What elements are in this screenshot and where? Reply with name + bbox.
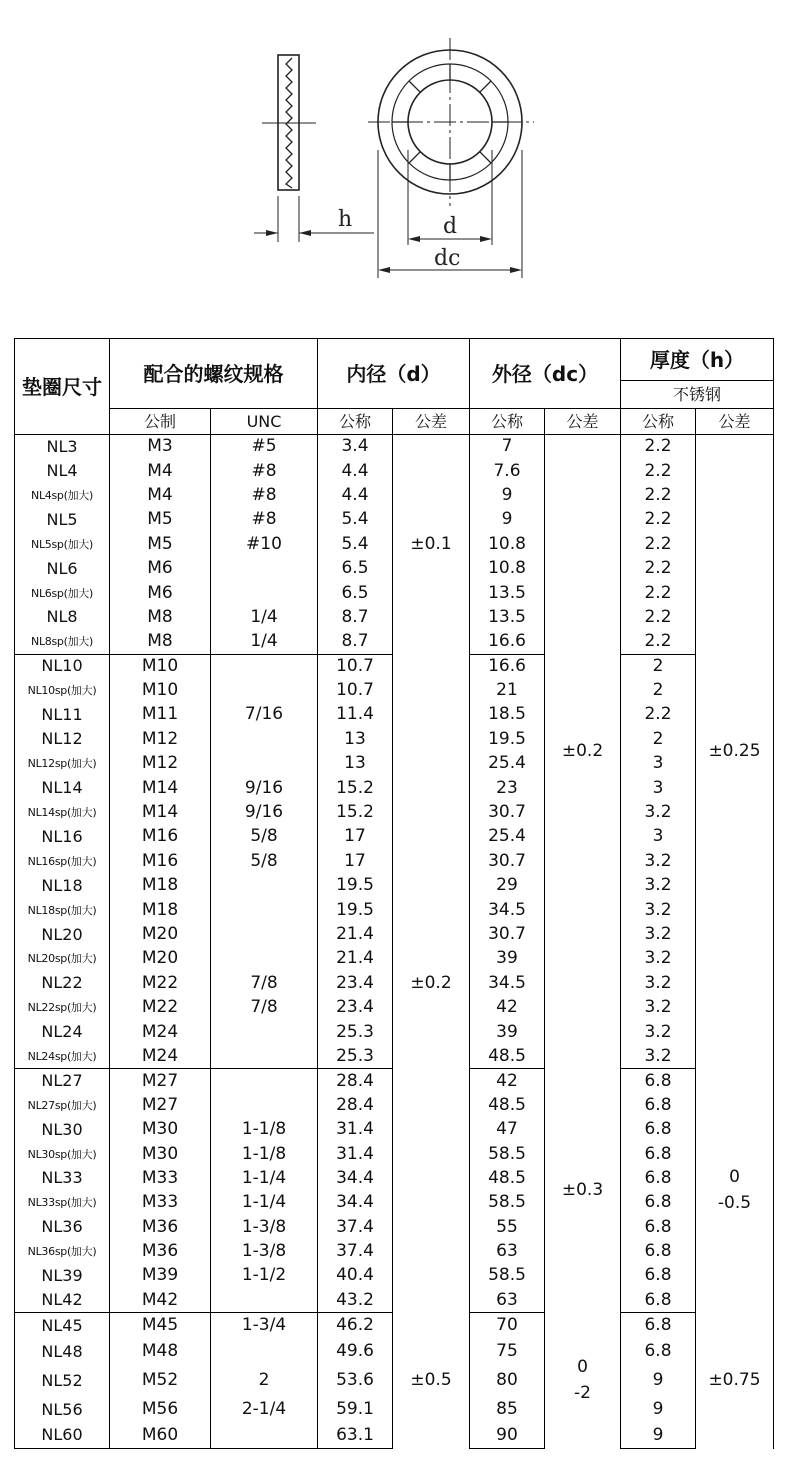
thickness-nominal-cell: 2 bbox=[621, 727, 696, 751]
thickness-nominal-cell: 9 bbox=[621, 1397, 696, 1423]
size-cell: NL16sp(加大) bbox=[15, 849, 110, 873]
size-cell: NL48 bbox=[15, 1339, 110, 1365]
inner-nominal-cell: 13 bbox=[318, 752, 393, 776]
metric-thread-cell: M36 bbox=[110, 1215, 211, 1239]
outer-nominal-cell: 21 bbox=[470, 678, 545, 702]
thickness-tolerance-cell: ±0.25 bbox=[696, 435, 774, 1069]
inner-nominal-cell: 4.4 bbox=[318, 483, 393, 507]
metric-thread-cell: M18 bbox=[110, 874, 211, 898]
thickness-nominal-cell: 6.8 bbox=[621, 1288, 696, 1312]
outer-nominal-cell: 30.7 bbox=[470, 922, 545, 946]
outer-nominal-cell: 39 bbox=[470, 947, 545, 971]
metric-thread-cell: M16 bbox=[110, 825, 211, 849]
unc-thread-cell bbox=[211, 654, 318, 678]
inner-nominal-cell: 37.4 bbox=[318, 1239, 393, 1263]
size-cell: NL36sp(加大) bbox=[15, 1239, 110, 1263]
unc-thread-cell: 1-1/8 bbox=[211, 1117, 318, 1141]
inner-nominal-cell: 31.4 bbox=[318, 1142, 393, 1166]
thickness-nominal-cell: 3 bbox=[621, 776, 696, 800]
inner-nominal-cell: 19.5 bbox=[318, 874, 393, 898]
thickness-nominal-cell: 2.2 bbox=[621, 532, 696, 556]
header-outer-tolerance: 公差 bbox=[545, 409, 621, 435]
inner-nominal-cell: 21.4 bbox=[318, 947, 393, 971]
unc-thread-cell bbox=[211, 922, 318, 946]
unc-thread-cell bbox=[211, 898, 318, 922]
outer-nominal-cell: 42 bbox=[470, 995, 545, 1019]
thickness-tolerance-cell: ±0.75 bbox=[696, 1313, 774, 1449]
thickness-nominal-cell: 3.2 bbox=[621, 800, 696, 824]
metric-thread-cell: M3 bbox=[110, 435, 211, 459]
inner-nominal-cell: 4.4 bbox=[318, 459, 393, 483]
metric-thread-cell: M6 bbox=[110, 556, 211, 580]
outer-nominal-cell: 10.8 bbox=[470, 556, 545, 580]
inner-nominal-cell: 28.4 bbox=[318, 1069, 393, 1093]
inner-nominal-cell: 34.4 bbox=[318, 1191, 393, 1215]
outer-nominal-cell: 34.5 bbox=[470, 898, 545, 922]
metric-thread-cell: M4 bbox=[110, 483, 211, 507]
inner-nominal-cell: 23.4 bbox=[318, 971, 393, 995]
thickness-nominal-cell: 2.2 bbox=[621, 483, 696, 507]
inner-nominal-cell: 34.4 bbox=[318, 1166, 393, 1190]
thickness-nominal-cell: 2.2 bbox=[621, 630, 696, 654]
inner-nominal-cell: 3.4 bbox=[318, 435, 393, 459]
metric-thread-cell: M20 bbox=[110, 947, 211, 971]
size-cell: NL39 bbox=[15, 1264, 110, 1288]
outer-nominal-cell: 13.5 bbox=[470, 581, 545, 605]
header-outer-nominal: 公称 bbox=[470, 409, 545, 435]
metric-thread-cell: M16 bbox=[110, 849, 211, 873]
inner-tolerance-cell: ±0.1 bbox=[393, 435, 470, 655]
unc-thread-cell bbox=[211, 947, 318, 971]
size-cell: NL8 bbox=[15, 605, 110, 629]
outer-nominal-cell: 58.5 bbox=[470, 1142, 545, 1166]
header-metric: 公制 bbox=[110, 409, 211, 435]
size-cell: NL10sp(加大) bbox=[15, 678, 110, 702]
metric-thread-cell: M22 bbox=[110, 995, 211, 1019]
outer-nominal-cell: 48.5 bbox=[470, 1044, 545, 1068]
metric-thread-cell: M24 bbox=[110, 1020, 211, 1044]
metric-thread-cell: M12 bbox=[110, 727, 211, 751]
unc-thread-cell bbox=[211, 1339, 318, 1365]
table-row bbox=[15, 1313, 774, 1339]
thickness-nominal-cell: 9 bbox=[621, 1423, 696, 1449]
thickness-nominal-cell: 9 bbox=[621, 1365, 696, 1397]
inner-nominal-cell: 25.3 bbox=[318, 1044, 393, 1068]
metric-thread-cell: M56 bbox=[110, 1397, 211, 1423]
inner-nominal-cell: 25.3 bbox=[318, 1020, 393, 1044]
header-inner-tolerance: 公差 bbox=[393, 409, 470, 435]
unc-thread-cell: #10 bbox=[211, 532, 318, 556]
outer-nominal-cell: 9 bbox=[470, 508, 545, 532]
thickness-nominal-cell: 3.2 bbox=[621, 874, 696, 898]
metric-thread-cell: M30 bbox=[110, 1142, 211, 1166]
metric-thread-cell: M60 bbox=[110, 1423, 211, 1449]
unc-thread-cell: 5/8 bbox=[211, 825, 318, 849]
outer-nominal-cell: 29 bbox=[470, 874, 545, 898]
outer-nominal-cell: 34.5 bbox=[470, 971, 545, 995]
thickness-nominal-cell: 3 bbox=[621, 752, 696, 776]
outer-nominal-cell: 48.5 bbox=[470, 1166, 545, 1190]
inner-tolerance-cell: ±0.5 bbox=[393, 1313, 470, 1449]
header-thick-tolerance: 公差 bbox=[696, 409, 774, 435]
outer-nominal-cell: 90 bbox=[470, 1423, 545, 1449]
header-material: 不锈钢 bbox=[621, 381, 774, 409]
outer-nominal-cell: 58.5 bbox=[470, 1264, 545, 1288]
inner-nominal-cell: 49.6 bbox=[318, 1339, 393, 1365]
inner-nominal-cell: 21.4 bbox=[318, 922, 393, 946]
thickness-nominal-cell: 3.2 bbox=[621, 1044, 696, 1068]
unc-thread-cell: 1-3/8 bbox=[211, 1239, 318, 1263]
metric-thread-cell: M14 bbox=[110, 776, 211, 800]
outer-nominal-cell: 16.6 bbox=[470, 654, 545, 678]
outer-nominal-cell: 9 bbox=[470, 483, 545, 507]
metric-thread-cell: M27 bbox=[110, 1069, 211, 1093]
thickness-nominal-cell: 6.8 bbox=[621, 1166, 696, 1190]
unc-thread-cell bbox=[211, 1020, 318, 1044]
unc-thread-cell bbox=[211, 874, 318, 898]
size-cell: NL42 bbox=[15, 1288, 110, 1312]
thickness-nominal-cell: 2 bbox=[621, 654, 696, 678]
size-cell: NL5 bbox=[15, 508, 110, 532]
thickness-nominal-cell: 6.8 bbox=[621, 1191, 696, 1215]
outer-nominal-cell: 70 bbox=[470, 1313, 545, 1339]
inner-nominal-cell: 43.2 bbox=[318, 1288, 393, 1312]
size-cell: NL45 bbox=[15, 1313, 110, 1339]
thickness-nominal-cell: 6.8 bbox=[621, 1339, 696, 1365]
washer-dimension-drawing bbox=[0, 0, 790, 300]
thickness-nominal-cell: 2.2 bbox=[621, 459, 696, 483]
metric-thread-cell: M11 bbox=[110, 703, 211, 727]
thickness-nominal-cell: 3.2 bbox=[621, 971, 696, 995]
size-cell: NL27sp(加大) bbox=[15, 1093, 110, 1117]
thickness-nominal-cell: 6.8 bbox=[621, 1117, 696, 1141]
unc-thread-cell bbox=[211, 727, 318, 751]
metric-thread-cell: M10 bbox=[110, 678, 211, 702]
inner-nominal-cell: 6.5 bbox=[318, 556, 393, 580]
metric-thread-cell: M30 bbox=[110, 1117, 211, 1141]
metric-thread-cell: M27 bbox=[110, 1093, 211, 1117]
size-cell: NL20 bbox=[15, 922, 110, 946]
metric-thread-cell: M6 bbox=[110, 581, 211, 605]
thickness-nominal-cell: 3.2 bbox=[621, 947, 696, 971]
thickness-nominal-cell: 6.8 bbox=[621, 1093, 696, 1117]
outer-nominal-cell: 63 bbox=[470, 1239, 545, 1263]
header-thick-nominal: 公称 bbox=[621, 409, 696, 435]
thickness-nominal-cell: 2.2 bbox=[621, 703, 696, 727]
metric-thread-cell: M5 bbox=[110, 508, 211, 532]
metric-thread-cell: M42 bbox=[110, 1288, 211, 1312]
size-cell: NL5sp(加大) bbox=[15, 532, 110, 556]
inner-nominal-cell: 8.7 bbox=[318, 630, 393, 654]
tolerance-line: -0.5 bbox=[717, 1192, 752, 1213]
label-h: h bbox=[338, 207, 353, 232]
outer-nominal-cell: 39 bbox=[470, 1020, 545, 1044]
inner-nominal-cell: 13 bbox=[318, 727, 393, 751]
inner-nominal-cell: 53.6 bbox=[318, 1365, 393, 1397]
size-cell: NL24 bbox=[15, 1020, 110, 1044]
unc-thread-cell: 1-1/8 bbox=[211, 1142, 318, 1166]
header-unc: UNC bbox=[211, 409, 318, 435]
size-cell: NL27 bbox=[15, 1069, 110, 1093]
size-cell: NL33 bbox=[15, 1166, 110, 1190]
thickness-nominal-cell: 6.8 bbox=[621, 1239, 696, 1263]
outer-nominal-cell: 23 bbox=[470, 776, 545, 800]
unc-thread-cell bbox=[211, 1288, 318, 1312]
metric-thread-cell: M39 bbox=[110, 1264, 211, 1288]
outer-nominal-cell: 47 bbox=[470, 1117, 545, 1141]
thickness-nominal-cell: 2 bbox=[621, 678, 696, 702]
inner-nominal-cell: 31.4 bbox=[318, 1117, 393, 1141]
outer-nominal-cell: 25.4 bbox=[470, 752, 545, 776]
inner-tolerance-cell: ±0.2 bbox=[393, 654, 470, 1313]
thickness-nominal-cell: 3.2 bbox=[621, 849, 696, 873]
outer-nominal-cell: 10.8 bbox=[470, 532, 545, 556]
metric-thread-cell: M33 bbox=[110, 1166, 211, 1190]
unc-thread-cell bbox=[211, 581, 318, 605]
thickness-nominal-cell: 3.2 bbox=[621, 995, 696, 1019]
outer-nominal-cell: 85 bbox=[470, 1397, 545, 1423]
outer-nominal-cell: 63 bbox=[470, 1288, 545, 1312]
size-cell: NL12sp(加大) bbox=[15, 752, 110, 776]
unc-thread-cell: 7/8 bbox=[211, 995, 318, 1019]
size-cell: NL33sp(加大) bbox=[15, 1191, 110, 1215]
outer-tolerance-cell bbox=[545, 1313, 621, 1449]
header-thread: 配合的螺纹规格 bbox=[110, 339, 318, 409]
size-cell: NL4sp(加大) bbox=[15, 483, 110, 507]
unc-thread-cell bbox=[211, 1044, 318, 1068]
header-outer-diameter: 外径（dc） bbox=[470, 339, 621, 409]
unc-thread-cell bbox=[211, 1093, 318, 1117]
unc-thread-cell: 1-3/8 bbox=[211, 1215, 318, 1239]
unc-thread-cell: 1-1/4 bbox=[211, 1191, 318, 1215]
size-cell: NL6 bbox=[15, 556, 110, 580]
thickness-nominal-cell: 2.2 bbox=[621, 435, 696, 459]
inner-nominal-cell: 28.4 bbox=[318, 1093, 393, 1117]
size-cell: NL52 bbox=[15, 1365, 110, 1397]
metric-thread-cell: M5 bbox=[110, 532, 211, 556]
thickness-nominal-cell: 3.2 bbox=[621, 1020, 696, 1044]
unc-thread-cell: 2-1/4 bbox=[211, 1397, 318, 1423]
outer-nominal-cell: 58.5 bbox=[470, 1191, 545, 1215]
size-cell: NL36 bbox=[15, 1215, 110, 1239]
tolerance-line: 0 bbox=[577, 1357, 588, 1378]
inner-nominal-cell: 40.4 bbox=[318, 1264, 393, 1288]
inner-nominal-cell: 37.4 bbox=[318, 1215, 393, 1239]
unc-thread-cell: 5/8 bbox=[211, 849, 318, 873]
inner-nominal-cell: 6.5 bbox=[318, 581, 393, 605]
unc-thread-cell bbox=[211, 678, 318, 702]
thickness-nominal-cell: 2.2 bbox=[621, 556, 696, 580]
outer-nominal-cell: 75 bbox=[470, 1339, 545, 1365]
inner-nominal-cell: 15.2 bbox=[318, 800, 393, 824]
unc-thread-cell: 1-1/4 bbox=[211, 1166, 318, 1190]
metric-thread-cell: M18 bbox=[110, 898, 211, 922]
unc-thread-cell: 2 bbox=[211, 1365, 318, 1397]
tolerance-line: 0 bbox=[729, 1167, 740, 1188]
inner-nominal-cell: 19.5 bbox=[318, 898, 393, 922]
metric-thread-cell: M8 bbox=[110, 630, 211, 654]
metric-thread-cell: M48 bbox=[110, 1339, 211, 1365]
inner-nominal-cell: 63.1 bbox=[318, 1423, 393, 1449]
unc-thread-cell: 9/16 bbox=[211, 776, 318, 800]
inner-nominal-cell: 23.4 bbox=[318, 995, 393, 1019]
size-cell: NL22sp(加大) bbox=[15, 995, 110, 1019]
table-row bbox=[15, 654, 774, 678]
size-cell: NL24sp(加大) bbox=[15, 1044, 110, 1068]
inner-nominal-cell: 5.4 bbox=[318, 532, 393, 556]
metric-thread-cell: M20 bbox=[110, 922, 211, 946]
unc-thread-cell: 1/4 bbox=[211, 605, 318, 629]
thickness-nominal-cell: 2.2 bbox=[621, 581, 696, 605]
header-size: 垫圈尺寸 bbox=[15, 339, 110, 435]
unc-thread-cell bbox=[211, 1423, 318, 1449]
header-inner-nominal: 公称 bbox=[318, 409, 393, 435]
washer-size-table bbox=[14, 338, 774, 1449]
outer-nominal-cell: 30.7 bbox=[470, 849, 545, 873]
metric-thread-cell: M33 bbox=[110, 1191, 211, 1215]
size-cell: NL11 bbox=[15, 703, 110, 727]
size-cell: NL3 bbox=[15, 435, 110, 459]
outer-nominal-cell: 48.5 bbox=[470, 1093, 545, 1117]
metric-thread-cell: M22 bbox=[110, 971, 211, 995]
thickness-nominal-cell: 6.8 bbox=[621, 1215, 696, 1239]
outer-nominal-cell: 30.7 bbox=[470, 800, 545, 824]
outer-nominal-cell: 7 bbox=[470, 435, 545, 459]
thickness-nominal-cell: 2.2 bbox=[621, 508, 696, 532]
thickness-nominal-cell: 3.2 bbox=[621, 898, 696, 922]
outer-nominal-cell: 19.5 bbox=[470, 727, 545, 751]
inner-nominal-cell: 10.7 bbox=[318, 678, 393, 702]
header-thickness: 厚度（h） bbox=[621, 339, 774, 381]
inner-nominal-cell: 46.2 bbox=[318, 1313, 393, 1339]
inner-nominal-cell: 59.1 bbox=[318, 1397, 393, 1423]
metric-thread-cell: M36 bbox=[110, 1239, 211, 1263]
inner-nominal-cell: 17 bbox=[318, 849, 393, 873]
outer-tolerance-cell: ±0.2 bbox=[545, 435, 621, 1069]
outer-nominal-cell: 13.5 bbox=[470, 605, 545, 629]
size-cell: NL18 bbox=[15, 874, 110, 898]
outer-nominal-cell: 42 bbox=[470, 1069, 545, 1093]
inner-nominal-cell: 17 bbox=[318, 825, 393, 849]
size-cell: NL10 bbox=[15, 654, 110, 678]
inner-nominal-cell: 8.7 bbox=[318, 605, 393, 629]
inner-nominal-cell: 10.7 bbox=[318, 654, 393, 678]
size-cell: NL18sp(加大) bbox=[15, 898, 110, 922]
table-row bbox=[15, 435, 774, 459]
unc-thread-cell bbox=[211, 752, 318, 776]
unc-thread-cell: #8 bbox=[211, 459, 318, 483]
size-cell: NL14 bbox=[15, 776, 110, 800]
unc-thread-cell: #8 bbox=[211, 483, 318, 507]
metric-thread-cell: M52 bbox=[110, 1365, 211, 1397]
thickness-nominal-cell: 6.8 bbox=[621, 1313, 696, 1339]
outer-nominal-cell: 55 bbox=[470, 1215, 545, 1239]
unc-thread-cell: #8 bbox=[211, 508, 318, 532]
size-cell: NL8sp(加大) bbox=[15, 630, 110, 654]
label-dc: dc bbox=[434, 246, 461, 271]
size-cell: NL22 bbox=[15, 971, 110, 995]
unc-thread-cell: 9/16 bbox=[211, 800, 318, 824]
unc-thread-cell: 7/16 bbox=[211, 703, 318, 727]
header-inner-diameter: 内径（d） bbox=[318, 339, 470, 409]
thickness-nominal-cell: 2.2 bbox=[621, 605, 696, 629]
unc-thread-cell: 1-1/2 bbox=[211, 1264, 318, 1288]
tolerance-line: -2 bbox=[574, 1382, 591, 1403]
size-cell: NL12 bbox=[15, 727, 110, 751]
outer-nominal-cell: 18.5 bbox=[470, 703, 545, 727]
metric-thread-cell: M8 bbox=[110, 605, 211, 629]
thickness-nominal-cell: 3.2 bbox=[621, 922, 696, 946]
unc-thread-cell: 1-3/4 bbox=[211, 1313, 318, 1339]
outer-nominal-cell: 16.6 bbox=[470, 630, 545, 654]
inner-nominal-cell: 11.4 bbox=[318, 703, 393, 727]
metric-thread-cell: M4 bbox=[110, 459, 211, 483]
thickness-nominal-cell: 6.8 bbox=[621, 1264, 696, 1288]
outer-nominal-cell: 7.6 bbox=[470, 459, 545, 483]
size-cell: NL60 bbox=[15, 1423, 110, 1449]
metric-thread-cell: M14 bbox=[110, 800, 211, 824]
thickness-nominal-cell: 6.8 bbox=[621, 1069, 696, 1093]
metric-thread-cell: M10 bbox=[110, 654, 211, 678]
size-cell: NL16 bbox=[15, 825, 110, 849]
size-cell: NL6sp(加大) bbox=[15, 581, 110, 605]
inner-nominal-cell: 15.2 bbox=[318, 776, 393, 800]
thickness-nominal-cell: 3 bbox=[621, 825, 696, 849]
unc-thread-cell: 1/4 bbox=[211, 630, 318, 654]
outer-nominal-cell: 80 bbox=[470, 1365, 545, 1397]
unc-thread-cell: 7/8 bbox=[211, 971, 318, 995]
inner-nominal-cell: 5.4 bbox=[318, 508, 393, 532]
size-cell: NL20sp(加大) bbox=[15, 947, 110, 971]
size-cell: NL4 bbox=[15, 459, 110, 483]
metric-thread-cell: M45 bbox=[110, 1313, 211, 1339]
size-cell: NL14sp(加大) bbox=[15, 800, 110, 824]
thickness-nominal-cell: 6.8 bbox=[621, 1142, 696, 1166]
size-cell: NL30 bbox=[15, 1117, 110, 1141]
thickness-tolerance-cell bbox=[696, 1069, 774, 1313]
unc-thread-cell: #5 bbox=[211, 435, 318, 459]
metric-thread-cell: M24 bbox=[110, 1044, 211, 1068]
metric-thread-cell: M12 bbox=[110, 752, 211, 776]
label-d: d bbox=[443, 214, 458, 239]
unc-thread-cell bbox=[211, 556, 318, 580]
outer-nominal-cell: 25.4 bbox=[470, 825, 545, 849]
size-cell: NL56 bbox=[15, 1397, 110, 1423]
unc-thread-cell bbox=[211, 1069, 318, 1093]
size-cell: NL30sp(加大) bbox=[15, 1142, 110, 1166]
outer-tolerance-cell: ±0.3 bbox=[545, 1069, 621, 1313]
